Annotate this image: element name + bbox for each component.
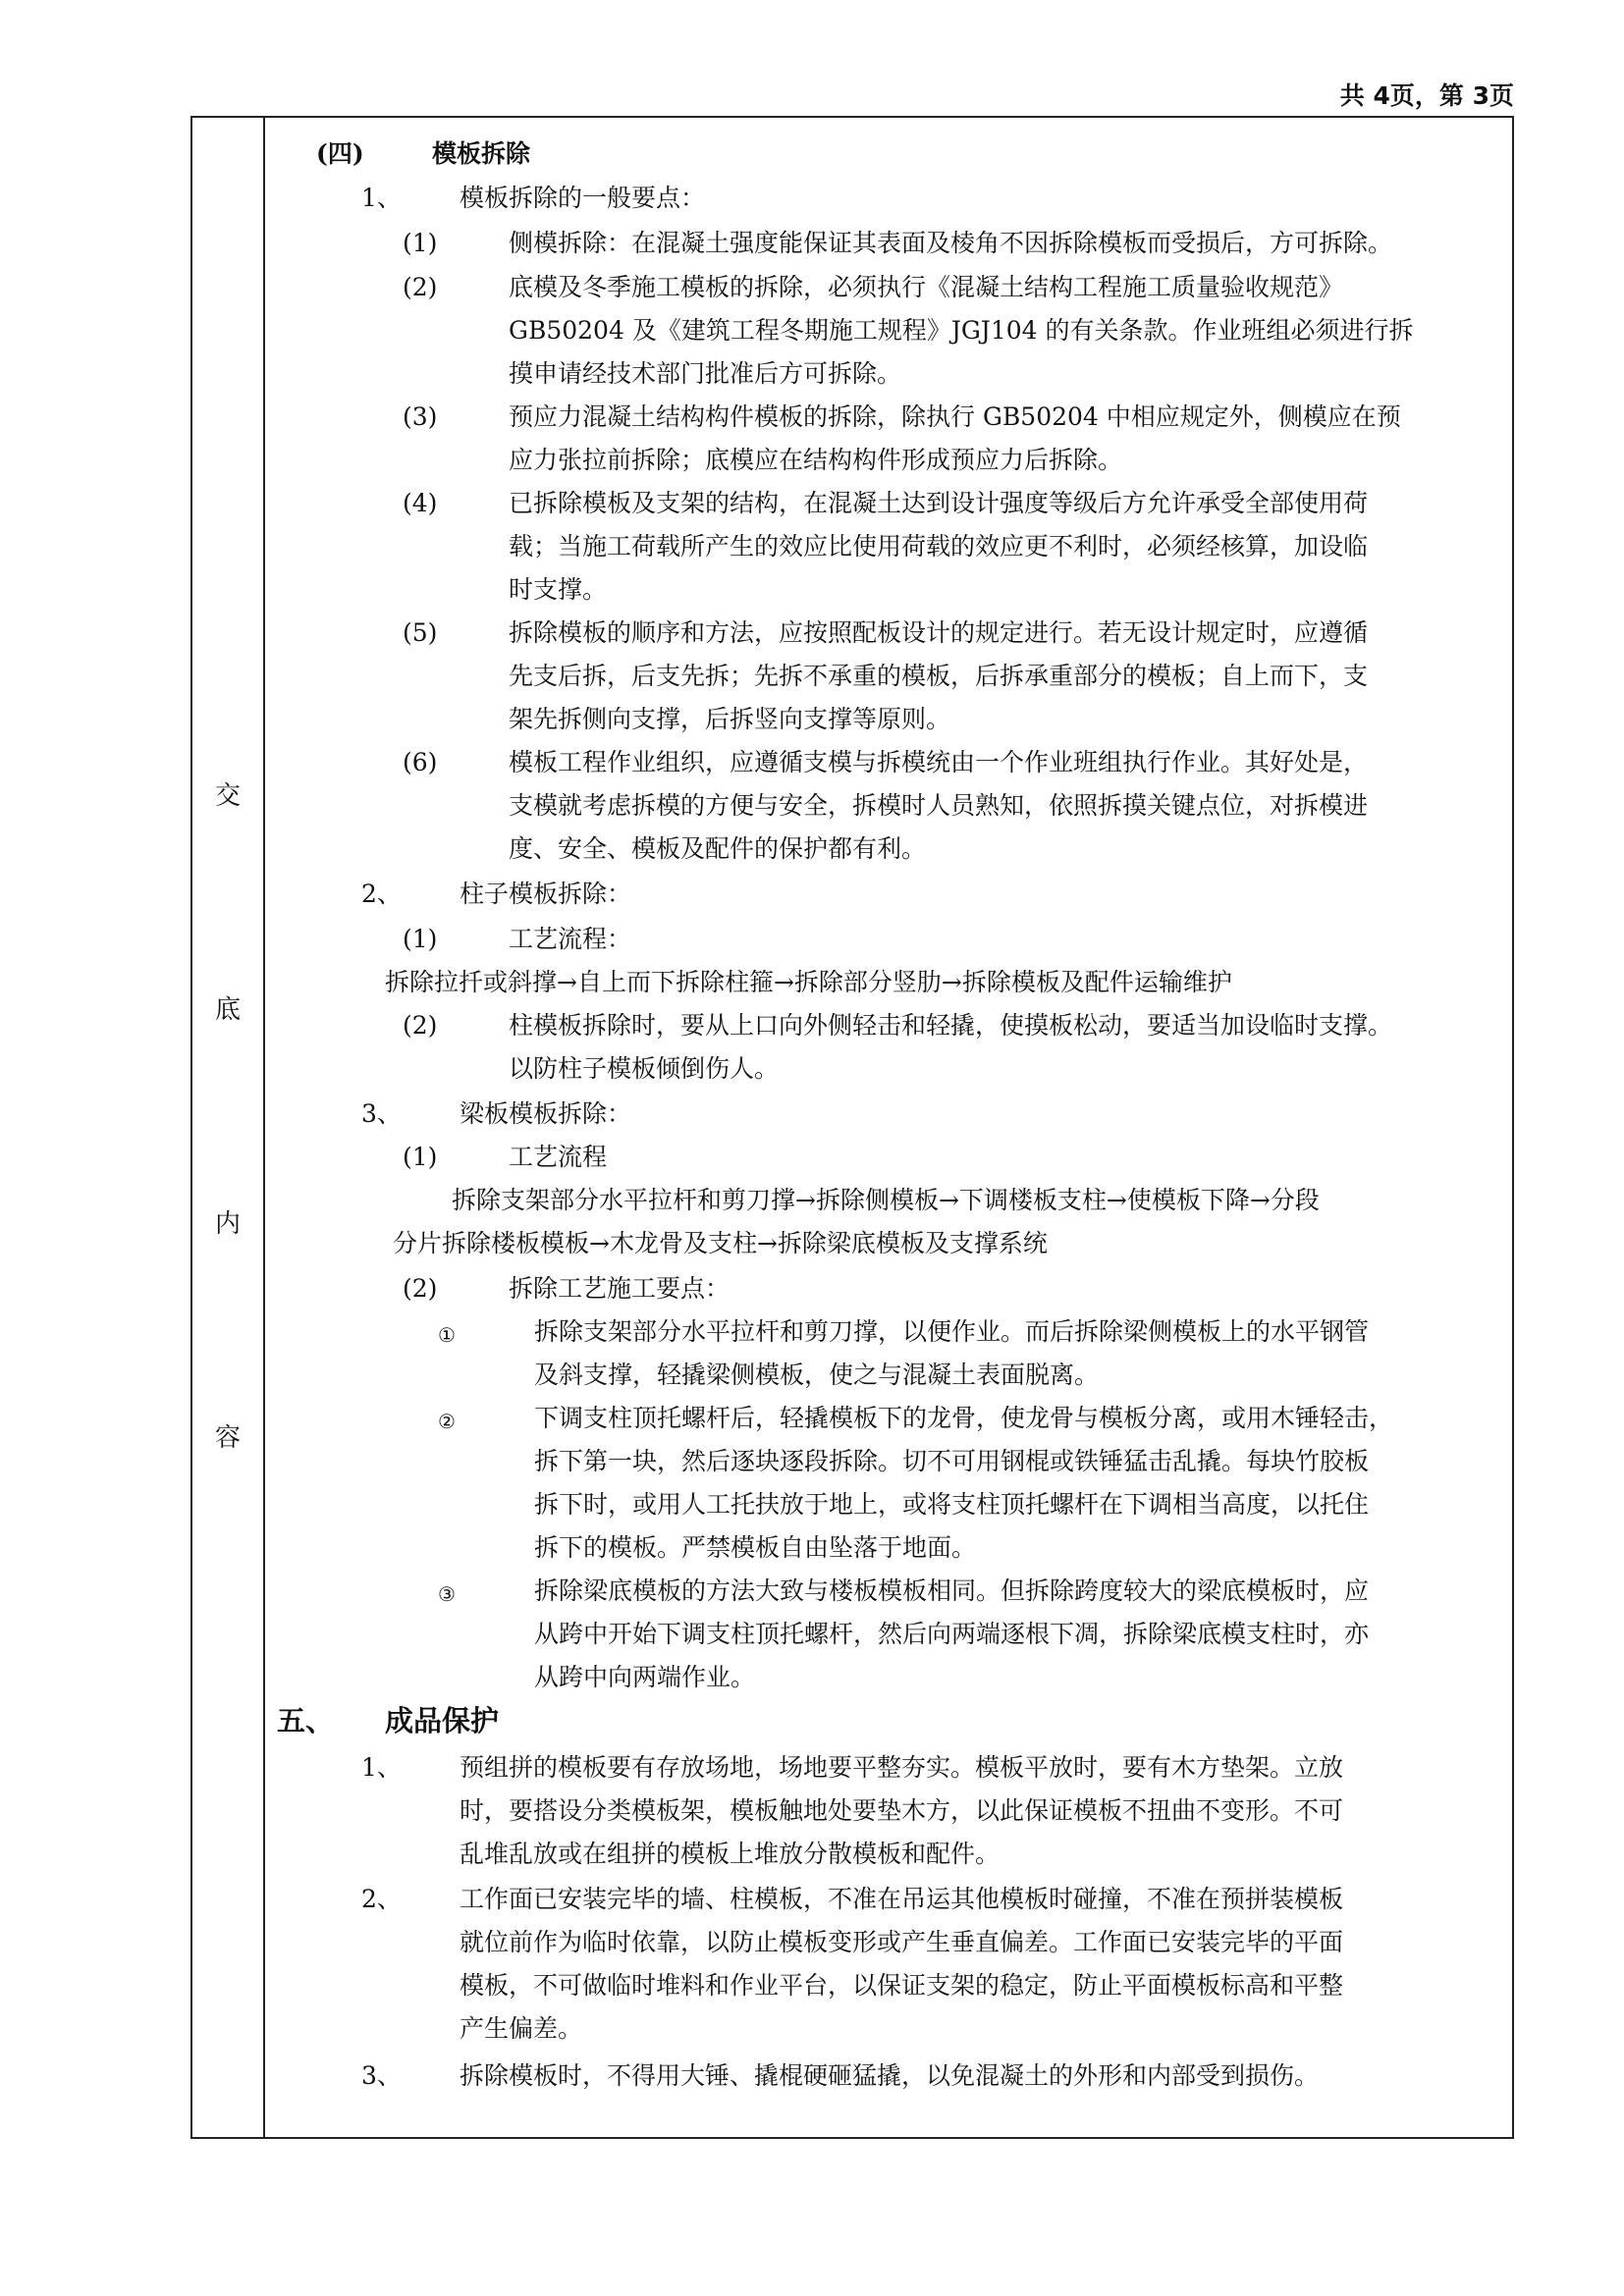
- item1-p1-number: (1): [403, 229, 438, 257]
- item1-p5-line: 先支后拆，后支先拆；先拆不承重的模板，后拆承重部分的模板；自上而下，支: [509, 662, 1369, 690]
- s5-item1-line: 乱堆乱放或在组拼的模板上堆放分散模板和配件。: [460, 1840, 1001, 1868]
- item3-p2-number: (2): [403, 1274, 438, 1303]
- point-1-line: 及斜支撑，轻撬梁侧模板，使之与混凝土表面脱离。: [534, 1361, 1100, 1389]
- item1-p5-line: 拆除模板的顺序和方法，应按照配板设计的规定进行。若无设计规定时，应遵循: [509, 618, 1369, 647]
- section4-number: (四): [316, 139, 364, 168]
- point-2-marker: ②: [438, 1410, 456, 1433]
- point-2-line: 拆下时，或用人工托扶放于地上，或将支柱顶托螺杆在下调相当高度，以托住: [534, 1490, 1370, 1519]
- s5-item3-number: 3、: [361, 2061, 402, 2090]
- item1-p4-line: 载；当施工荷载所产生的效应比使用荷载的效应更不利时，必须经核算，加设临: [509, 532, 1369, 561]
- side-label-char-2: 底: [214, 995, 241, 1025]
- item2-p2-number: (2): [403, 1011, 438, 1040]
- item1-p6-line: 模板工程作业组织，应遵循支模与拆模统由一个作业班组执行作业。其好处是，: [509, 748, 1369, 776]
- point-3-line: 从跨中开始下调支柱顶托螺杆，然后向两端逐根下凋，拆除梁底模支柱时，亦: [534, 1620, 1370, 1648]
- item3-p1-title: 工艺流程: [509, 1143, 608, 1171]
- s5-item1-line: 预组拼的模板要有存放场地，场地要平整夯实。模板平放时，要有木方垫架。立放: [460, 1753, 1344, 1782]
- point-1-line: 拆除支架部分水平拉杆和剪刀撑，以便作业。而后拆除梁侧模板上的水平钢管: [534, 1317, 1370, 1346]
- item3-flow-line: 拆除支架部分水平拉杆和剪刀撑→拆除侧模板→下调楼板支柱→使模板下降→分段: [452, 1186, 1320, 1214]
- item1-p2-number: (2): [403, 273, 438, 301]
- section5-title: 成品保护: [385, 1704, 500, 1737]
- s5-item1-line: 时，要搭设分类模板架，模板触地处要垫木方，以此保证模板不扭曲不变形。不可: [460, 1796, 1344, 1825]
- item1-p6-line: 度、安全、模板及配件的保护都有利。: [509, 834, 927, 863]
- item1-p4-number: (4): [403, 489, 438, 517]
- s5-item2-line: 产生偏差。: [460, 2014, 583, 2043]
- point-3-line: 拆除梁底模板的方法大致与楼板模板相同。但拆除跨度较大的梁底模板时，应: [534, 1576, 1370, 1605]
- item1-p2-line: GB50204 及《建筑工程冬期施工规程》JGJ104 的有关条款。作业班组必须进行拆: [509, 316, 1414, 345]
- item1-p3-line: 预应力混凝土结构构件模板的拆除，除执行 GB50204 中相应规定外，侧模应在预: [509, 402, 1401, 431]
- item1-p4-line: 时支撑。: [509, 575, 608, 604]
- point-3-marker: ③: [438, 1582, 456, 1606]
- section4-title: 模板拆除: [432, 139, 531, 168]
- item1-p1-line: 侧模拆除：在混凝土强度能保证其表面及棱角不因拆除模板而受损后，方可拆除。: [509, 229, 1393, 257]
- item2-p1-title: 工艺流程：: [509, 925, 632, 953]
- item2-p1-number: (1): [403, 925, 438, 953]
- item3-p1-number: (1): [403, 1143, 438, 1171]
- item1-p5-line: 架先拆侧向支撑，后拆竖向支撑等原则。: [509, 705, 951, 733]
- item1-p6-number: (6): [403, 748, 438, 776]
- item2-number: 2、: [361, 880, 402, 908]
- item3-number: 3、: [361, 1099, 402, 1128]
- item1-p4-line: 已拆除模板及支架的结构，在混凝土达到设计强度等级后方允许承受全部使用荷: [509, 489, 1369, 517]
- point-2-line: 拆下的模板。严禁模板自由坠落于地面。: [534, 1533, 977, 1562]
- point-2-line: 下调支柱顶托螺杆后，轻撬模板下的龙骨，使龙骨与模板分离，或用木锤轻击，: [534, 1404, 1394, 1432]
- item2-flow: 拆除拉扦或斜撑→自上而下拆除柱箍→拆除部分竖肋→拆除模板及配件运输维护: [385, 968, 1232, 996]
- item1-title: 模板拆除的一般要点：: [460, 184, 706, 212]
- item2-p2-line: 柱模板拆除时，要从上口向外侧轻击和轻撬，使摸板松动，要适当加设临时支撑。: [509, 1011, 1393, 1040]
- column-divider: [263, 118, 265, 2137]
- item2-p2-line: 以防柱子模板倾倒伤人。: [509, 1054, 780, 1083]
- item1-p6-line: 支模就考虑拆模的方便与安全，拆模时人员熟知，依照拆摸关键点位，对拆模进: [509, 791, 1369, 820]
- item1-p2-line: 摸申请经技术部门批准后方可拆除。: [509, 359, 902, 388]
- item1-p3-line: 应力张拉前拆除；底模应在结构构件形成预应力后拆除。: [509, 446, 1123, 474]
- side-label-char-4: 容: [214, 1423, 241, 1453]
- item1-p3-number: (3): [403, 402, 438, 431]
- side-label-char-1: 交: [214, 781, 241, 811]
- section5-number: 五、: [277, 1704, 335, 1737]
- point-1-marker: ①: [438, 1323, 456, 1347]
- point-3-line: 从跨中向两端作业。: [534, 1663, 756, 1691]
- s5-item2-line: 就位前作为临时依靠，以防止模板变形或产生垂直偏差。工作面已安装完毕的平面: [460, 1928, 1344, 1956]
- s5-item2-number: 2、: [361, 1885, 402, 1913]
- item1-number: 1、: [361, 184, 402, 212]
- s5-item2-line: 模板，不可做临时堆料和作业平台，以保证支架的稳定，防止平面模板标高和平整: [460, 1971, 1344, 2000]
- item1-p5-number: (5): [403, 618, 438, 647]
- page-info: 共 4页，第 3页: [1339, 81, 1514, 110]
- item3-flow-line: 分片拆除楼板模板→木龙骨及支柱→拆除梁底模板及支撑系统: [393, 1229, 1048, 1257]
- item1-p2-line: 底模及冬季施工模板的拆除，必须执行《混凝土结构工程施工质量验收规范》: [509, 273, 1344, 301]
- item3-p2-title: 拆除工艺施工要点：: [509, 1274, 731, 1303]
- item2-title: 柱子模板拆除：: [460, 880, 632, 908]
- s5-item2-line: 工作面已安装完毕的墙、柱模板，不准在吊运其他模板时碰撞，不准在预拼装模板: [460, 1885, 1344, 1913]
- s5-item3-line: 拆除模板时，不得用大锤、撬棍硬砸猛撬，以免混凝土的外形和内部受到损伤。: [460, 2061, 1320, 2090]
- s5-item1-number: 1、: [361, 1753, 402, 1782]
- item3-title: 梁板模板拆除：: [460, 1099, 632, 1128]
- point-2-line: 拆下第一块，然后逐块逐段拆除。切不可用钢棍或铁锤猛击乱撬。每块竹胶板: [534, 1447, 1370, 1475]
- side-label-char-3: 内: [214, 1209, 241, 1239]
